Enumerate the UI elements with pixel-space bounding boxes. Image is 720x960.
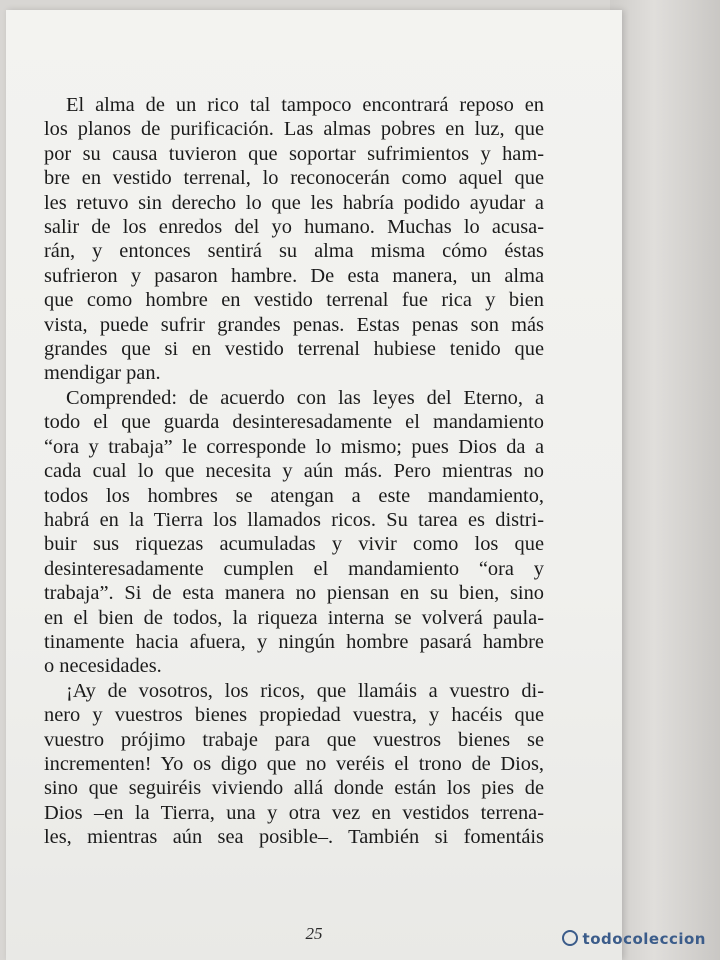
text-line: habrá en la Tierra los llamados ricos. Su tarea es distri-: [44, 508, 544, 531]
book-page: [6, 10, 622, 960]
text-line: Dios –en la Tierra, una y otra vez en vestidos terrena-: [44, 801, 544, 824]
text-line: les retuvo sin derecho lo que les habría podido ayudar a: [44, 191, 544, 214]
text-line: grandes que si en vestido terrenal hubiese tenido que: [44, 338, 544, 361]
text-line: o necesidades.: [44, 655, 162, 678]
text-line: sufrieron y pasaron hambre. De esta manera, un alma: [44, 264, 544, 287]
text-line: en el bien de todos, la riqueza interna se volverá paula-: [44, 606, 544, 629]
background-surface: [610, 0, 720, 960]
text-line: sino que seguiréis viviendo allá donde están los pies de: [44, 777, 544, 800]
text-line: incrementen! Yo os digo que no veréis el trono de Dios,: [44, 752, 544, 775]
text-line: todos los hombres se atengan a este mandamiento,: [44, 484, 544, 507]
text-line: trabaja”. Si de esta manera no piensan en su bien, sino: [44, 582, 544, 605]
text-line: los planos de purificación. Las almas pobres en luz, que: [44, 118, 544, 141]
text-line: bre en vestido terrenal, lo reconocerán como aquel que: [44, 167, 544, 190]
text-line: “ora y trabaja” le corresponde lo mismo; pues Dios da a: [44, 435, 544, 458]
text-line: tinamente hacia afuera, y ningún hombre pasará hambre: [44, 630, 544, 653]
watermark: [562, 930, 706, 948]
paragraph-2: [44, 386, 544, 679]
text-line: les, mientras aún sea posible–. También si fomentáis: [44, 826, 544, 849]
text-line: buir sus riquezas acumuladas y vivir como los que: [44, 533, 544, 556]
text-line: desinteresadamente cumplen el mandamiento “ora y: [44, 557, 544, 580]
text-line: mendigar pan.: [44, 362, 161, 385]
text-line: salir de los enredos del yo humano. Muchas lo acusa-: [44, 216, 544, 239]
text-line: todo el que guarda desinteresadamente el mandamiento: [44, 411, 544, 434]
text-line: ¡Ay de vosotros, los ricos, que llamáis a vuestro di-: [66, 679, 544, 702]
text-line: vista, puede sufrir grandes penas. Estas penas son más: [44, 313, 544, 336]
text-line: nero y vuestros bienes propiedad vuestra, y hacéis que: [44, 704, 544, 727]
text-line: rán, y entonces sentirá su alma misma cómo éstas: [44, 240, 544, 263]
watermark-logo-icon: [562, 930, 578, 946]
watermark-text: todocoleccion: [582, 930, 706, 948]
body-text: [44, 93, 544, 850]
paragraph-1: [44, 93, 544, 386]
text-line: por su causa tuvieron que soportar sufrimientos y ham-: [44, 142, 544, 165]
text-line: cada cual lo que necesita y aún más. Pero mientras no: [44, 460, 544, 483]
text-line: El alma de un rico tal tampoco encontrará reposo en: [66, 94, 544, 116]
text-line: Comprended: de acuerdo con las leyes del Eterno, a: [66, 386, 544, 409]
text-line: que como hombre en vestido terrenal fue rica y bien: [44, 289, 544, 312]
page-number: 25: [305, 924, 323, 943]
paragraph-3: [44, 679, 544, 850]
text-line: vuestro prójimo trabaje para que vuestros bienes se: [44, 728, 544, 751]
